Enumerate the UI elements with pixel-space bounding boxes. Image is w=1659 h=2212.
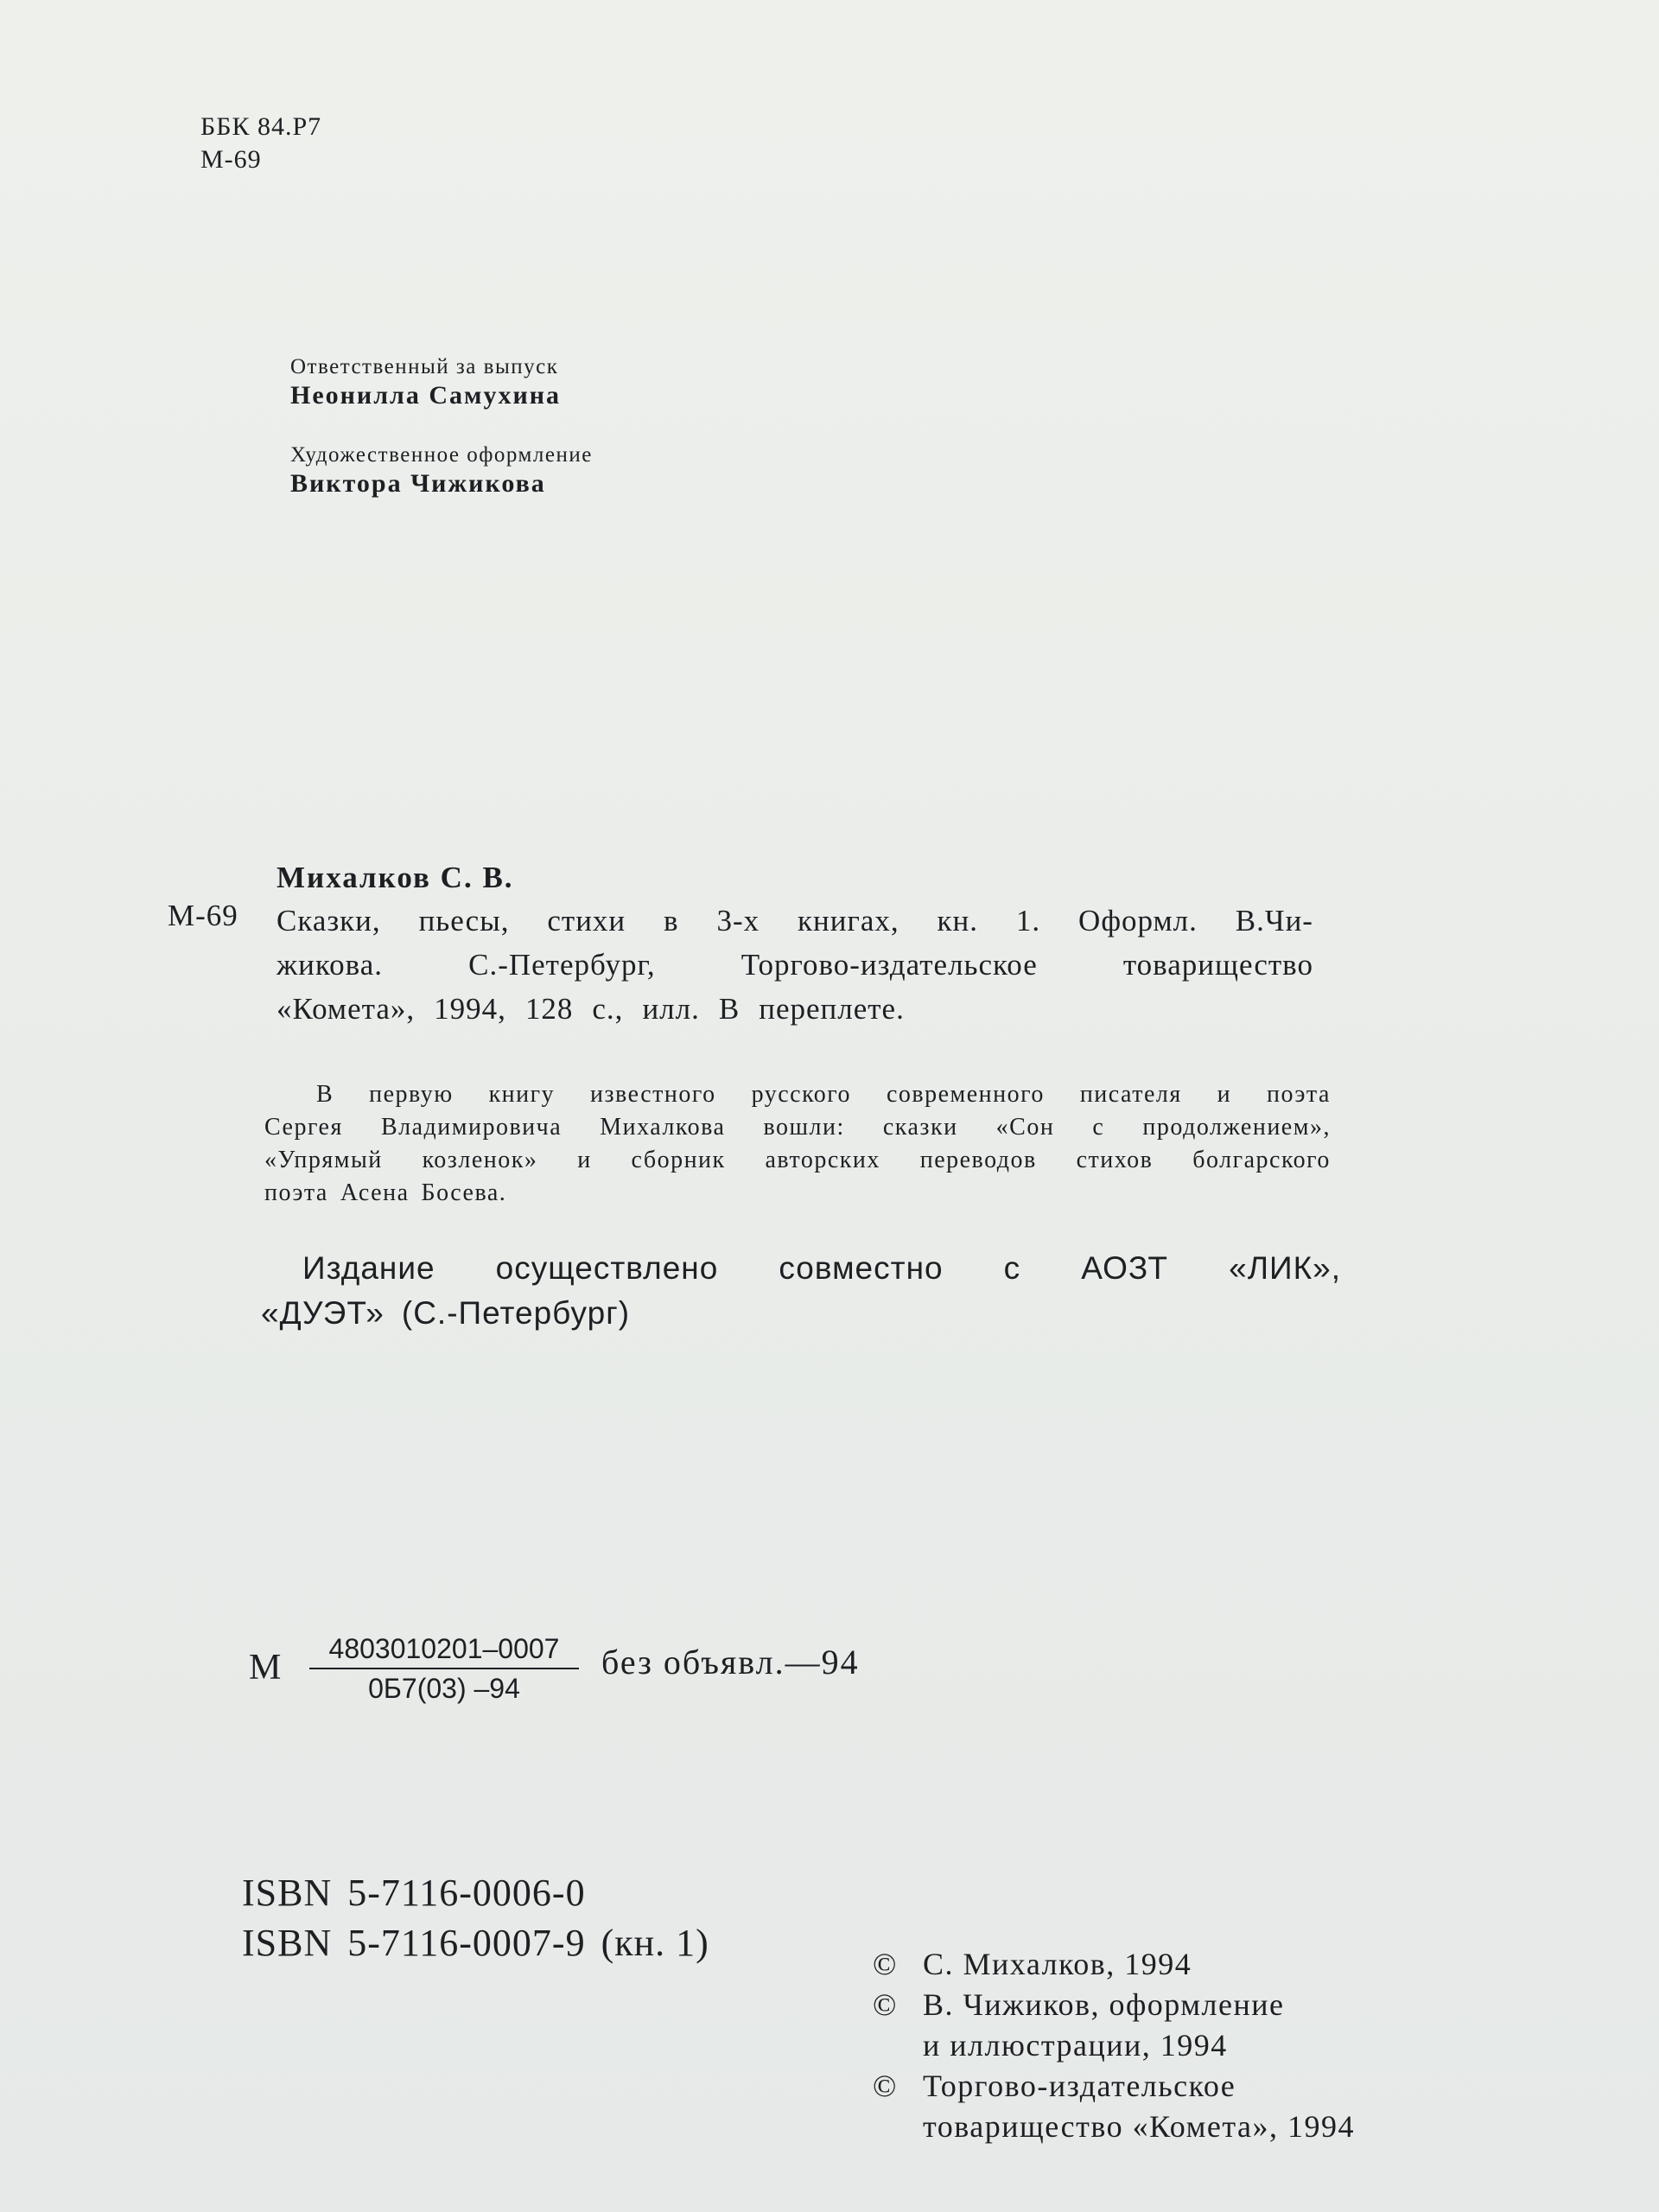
index-formula-numerator: 4803010201–0007: [309, 1631, 579, 1669]
word: осуществлено: [495, 1250, 719, 1286]
word: первую: [369, 1081, 454, 1108]
word: Владимировича: [380, 1114, 563, 1141]
word: В: [718, 992, 741, 1026]
word: «ДУЭТ»: [261, 1295, 385, 1331]
word: Издание: [302, 1250, 435, 1286]
word: поэта: [264, 1179, 328, 1206]
copyright-entry-continued: [873, 2107, 1355, 2147]
art-role: Художественное оформление: [290, 443, 593, 467]
joint-edition-note: [261, 1246, 1341, 1336]
bib-line: [276, 899, 1313, 943]
annotation-line: [264, 1078, 1331, 1111]
isbn-set-number: 5-7116-0006-0: [347, 1872, 586, 1914]
word: Сказки,: [276, 904, 381, 938]
bib-description: [276, 899, 1313, 1031]
word: 1.: [1015, 904, 1041, 938]
word: продолжением»,: [1142, 1114, 1331, 1141]
word: и: [1217, 1081, 1232, 1108]
word: Михалкова: [600, 1114, 726, 1141]
art-name: Виктора Чижикова: [290, 469, 546, 498]
word: Сергея: [264, 1114, 343, 1141]
copyright-entry: [873, 2066, 1355, 2107]
joint-line: [261, 1246, 1341, 1291]
word: «Комета»,: [276, 992, 416, 1026]
word: 128: [524, 992, 574, 1026]
isbn-label: ISBN: [242, 1872, 333, 1914]
word: в: [664, 904, 679, 938]
word: илл.: [642, 992, 700, 1026]
author-mark: М-69: [200, 145, 262, 174]
joint-line: [261, 1291, 1341, 1336]
isbn-label: ISBN: [242, 1922, 333, 1964]
index-formula-note: без объявл.—94: [601, 1643, 860, 1681]
word: АОЗТ: [1081, 1250, 1169, 1286]
annotation-line: [264, 1111, 1331, 1144]
index-formula-fraction: [309, 1631, 579, 1707]
word: вошли:: [763, 1114, 845, 1141]
word: переводов: [919, 1147, 1037, 1173]
bib-line: [276, 943, 1313, 987]
word: писателя: [1079, 1081, 1182, 1108]
word: совместно: [779, 1250, 944, 1286]
word: книгах,: [798, 904, 899, 938]
word: «Упрямый: [264, 1147, 383, 1173]
isbn-book-number: 5-7116-0007-9: [347, 1922, 586, 1964]
word: сборник: [631, 1147, 726, 1173]
responsible-role: Ответственный за выпуск: [290, 355, 559, 378]
word: Оформл.: [1078, 904, 1198, 938]
word: и: [577, 1147, 592, 1173]
index-formula-letter: М: [249, 1648, 282, 1688]
annotation: [264, 1078, 1331, 1210]
responsible-credit: [290, 354, 593, 411]
annotation-line: [264, 1177, 1331, 1210]
word: жикова.: [276, 948, 383, 982]
copyright-text: и иллюстрации, 1994: [923, 2028, 1228, 2063]
isbn-book-note: (кн. 1): [601, 1922, 709, 1964]
word: переплете.: [759, 992, 905, 1026]
word: козленок»: [422, 1147, 538, 1173]
word: с.,: [592, 992, 624, 1026]
copyright-text: В. Чижиков, оформление: [923, 1987, 1285, 2022]
word: Торгово-издательское: [741, 948, 1038, 982]
word: «ЛИК»,: [1229, 1250, 1341, 1286]
copyright-text: Торгово-издательское: [923, 2069, 1236, 2103]
word: с: [1003, 1250, 1021, 1286]
word: «Сон: [995, 1114, 1055, 1141]
word: 3-х: [716, 904, 760, 938]
copyright-block: [873, 1944, 1355, 2147]
word: пьесы,: [418, 904, 510, 938]
copyright-entry: [873, 1985, 1355, 2025]
bbk-index: ББК 84.Р7: [200, 112, 322, 141]
art-credit: [290, 442, 593, 499]
bib-line: [276, 987, 1313, 1031]
copyright-text: С. Михалков, 1994: [923, 1947, 1192, 1981]
isbn-book: [242, 1918, 709, 1968]
responsible-name: Неонилла Самухина: [290, 381, 562, 410]
word: В: [316, 1081, 334, 1108]
word: русского: [751, 1081, 852, 1108]
bib-code: М-69: [168, 899, 238, 932]
annotation-line: [264, 1144, 1331, 1177]
word: Асена: [340, 1179, 410, 1206]
index-formula-denominator: 0Б7(03) –94: [368, 1673, 520, 1704]
word: С.-Петербург,: [468, 948, 656, 982]
isbn-set: [242, 1868, 709, 1918]
copyright-text: товарищество «Комета», 1994: [923, 2109, 1356, 2144]
word: (С.-Петербург): [401, 1295, 631, 1331]
copyright-symbol: ©: [873, 2069, 898, 2103]
isbn-block: [242, 1868, 709, 1968]
word: книгу: [488, 1081, 556, 1108]
word: известного: [590, 1081, 716, 1108]
word: современного: [886, 1081, 1045, 1108]
word: В.Чи-: [1235, 904, 1313, 938]
copyright-symbol: ©: [873, 1987, 898, 2022]
word: 1994,: [434, 992, 506, 1026]
word: сказки: [882, 1114, 958, 1141]
copyright-entry-continued: [873, 2025, 1355, 2066]
credits: [290, 354, 593, 531]
classification-code: [200, 111, 321, 176]
word: с: [1092, 1114, 1105, 1141]
word: товарищество: [1122, 948, 1313, 982]
word: стихи: [547, 904, 626, 938]
copyright-entry: [873, 1944, 1355, 1985]
word: стихов: [1076, 1147, 1154, 1173]
bib-author: Михалков С. В.: [276, 861, 514, 894]
word: болгарского: [1192, 1147, 1331, 1173]
word: авторских: [765, 1147, 880, 1173]
copyright-symbol: ©: [873, 1947, 898, 1981]
word: Босева.: [421, 1179, 507, 1206]
word: кн.: [937, 904, 979, 938]
word: поэта: [1267, 1081, 1331, 1108]
